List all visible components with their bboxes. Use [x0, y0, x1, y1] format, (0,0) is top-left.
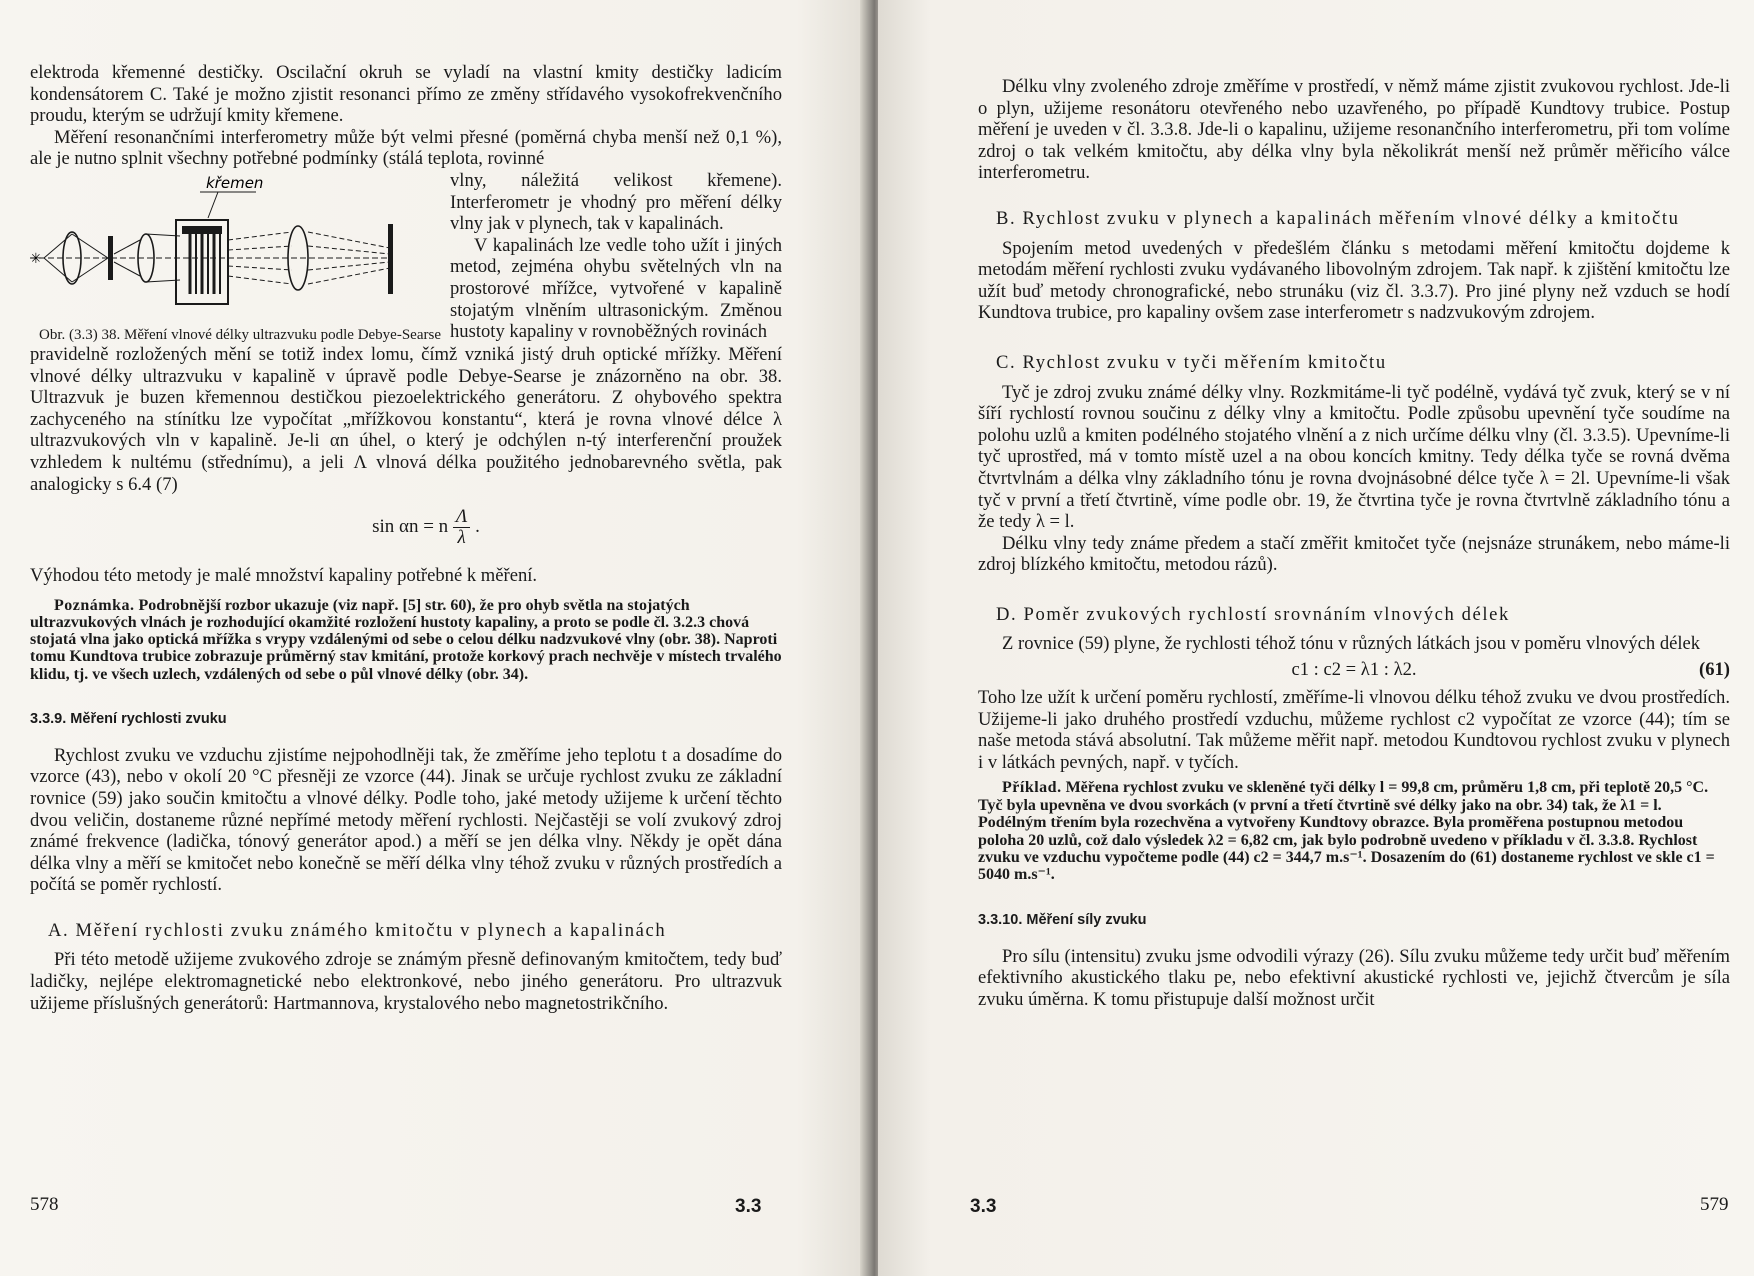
note-label: Poznámka.: [54, 596, 135, 614]
subsection-heading: B. Rychlost zvuku v plynech a kapalinách měřením vlnové délky a kmitočtu: [996, 207, 1680, 229]
right-column: [978, 76, 1730, 1011]
page-number: 578: [30, 1194, 59, 1215]
paragraph: Z rovnice (59) plyne, že rychlosti téhož tónu v různých látkách jsou v poměru vlnových délek: [1002, 633, 1701, 655]
figure-38: [30, 170, 450, 344]
formula-end: .: [475, 515, 480, 537]
note: [30, 597, 782, 683]
page-number: 579: [1700, 1194, 1729, 1215]
formula-numerator: Λ: [453, 507, 470, 528]
debye-sears-diagram: [30, 170, 450, 320]
section-marker: 3.3: [970, 1196, 997, 1217]
paragraph: Při této metodě užijeme zvukového zdroje se známým přesně definovaným kmitočtem, tedy buď ladičky, nejlépe elektromagnetické nebo elektronkové, nebo jiného generátoru. Pro ultrazvuk užijeme příslušných generátorů: Hartmannova, krystalového nebo magnetostrikčního.: [30, 949, 782, 1014]
figure-block: [30, 170, 782, 344]
subsection-heading: D. Poměr zvukových rychlostí srovnáním vlnových délek: [996, 603, 1510, 625]
svg-text:✳: ✳: [30, 251, 42, 267]
example: [978, 779, 1730, 883]
paragraph: V kapalinách lze vedle toho užít i jiných metod, zejména ohybu světelných vln na prostorové mřížce, vytvořené v kapalině stojatým vlněním ultrasonickým. Změnou hustoty kapaliny v rovnoběžných rovinách: [450, 234, 782, 343]
formula: [70, 507, 782, 553]
paragraph: elektroda křemenné destičky. Oscilační okruh se vyladí na vlastní kmity destičky ladicím kondensátorem C. Také je možno zjistit resonanci přímo ze změny střídavého vysokofrekvenčního proudu, kterým se udržují kmity křemene.: [30, 62, 782, 127]
figure-side-text: [450, 170, 782, 344]
paragraph: vlny, náležitá velikost křemene). Interferometr je vhodný pro měření délky vlny jak v plynech, tak v kapalinách.: [450, 169, 782, 235]
right-page: [878, 0, 1754, 1276]
left-column: [30, 62, 782, 1014]
paragraph: Tyč je zdroj zvuku známé délky vlny. Rozkmitáme-li tyč podélně, vydává tyč zvuk, který se v ní šíří rychlostí rovnou součinu z délky vlny a kmitočtu. Podle způsobu upevnění tyče soudíme na polohu uzlů a kmiten podélného stojatého vlnění a z nich určíme délku vlny (čl. 3.3.5). Upevníme-li tyč uprostřed, má v tomto místě uzel a na obou koncích kmitny. Tedy délka tyče se rovná dvěma čtvrtvlnám a délka vlny základního tónu je rovna dvojnásobné délce tyče λ = 2l. Upevníme-li však tyč v první a třetí čtvrtině, víme podle obr. 19, že čtvrtina tyče je rovna čtvrtvlně základního tónu a že tedy λ = l.: [978, 381, 1730, 533]
paragraph: Délku vlny tedy známe předem a stačí změřit kmitočet tyče (nejsnáze strunákem, nebo máme-li zdroj blízkého kmitočtu, metodou rázů).: [978, 532, 1730, 576]
formula-lhs: sin αn = n: [372, 515, 449, 537]
paragraph: Pro sílu (intensitu) zvuku jsme odvodili výrazy (26). Sílu zvuku můžeme tedy určit buď měřením efektivního akustického tlaku pe, nebo efektivní akustické rychlosti ve, jejichž čtvercům je síla zvuku úměrna. K tomu přistupuje další možnost určit: [978, 945, 1730, 1011]
note-text: Podrobnější rozbor ukazuje (viz např. [5] str. 60), že pro ohyb světla na stojatých ultrazvukových vlnách je rozhodující okamžité rozložení hustoty kapaliny, a proto se podle čl. 3.2.3 chová stojatá vlna jako optická mřížka s vrypy vzdálenými od sebe o celou délku nadzvukové vlny (obr. 38). Naproti tomu Kundtova trubice zobrazuje průměrný stav kmitání, protože korkový prach nechvěje v místech trvalého klidu, tj. ve všech uzlech, vzdálených od sebe o půl vlnové délky (obr. 34).: [30, 596, 782, 683]
example-label: Příklad.: [1002, 779, 1062, 797]
formula-number: (61): [1699, 659, 1730, 681]
subsection-heading: C. Rychlost zvuku v tyči měřením kmitočtu: [996, 351, 1387, 373]
formula-fraction: [453, 507, 470, 548]
paragraph: Měření resonančními interferometry může být velmi přesné (poměrná chyba menší než 0,1 %), ale je nutno splnit všechny potřebné podmínky (stálá teplota, rovinné: [30, 126, 782, 170]
section-marker: 3.3: [735, 1196, 762, 1217]
figure-caption: Obr. (3.3) 38. Měření vlnové délky ultrazvuku podle Debye-Searse: [39, 326, 441, 343]
left-page: [0, 0, 866, 1276]
paragraph: Toho lze užít k určení poměru rychlostí, změříme-li vlnovou délku téhož zvuku ve dvou prostředích. Užijeme-li jako druhého prostředí vzduchu, můžeme rychlost c2 vypočítat ze vzorce (44); tím se naše metoda stává absolutní. Tak můžeme měřit např. metodou Kundtovou rychlost zvuku v plynech i v látkách pevných, např. v tyčích.: [978, 687, 1730, 773]
subsection-heading: A. Měření rychlosti zvuku známého kmitočtu v plynech a kapalinách: [48, 919, 667, 941]
figure-label: křemen: [206, 173, 264, 192]
formula-text: c1 : c2 = λ1 : λ2.: [1291, 659, 1417, 681]
formula-denominator: λ: [457, 527, 466, 549]
paragraph: Rychlost zvuku ve vzduchu zjistíme nejpohodlněji tak, že změříme jeho teplotu t a dosadíme do vzorce (43), nebo v okolí 20 °C přesněji ze vzorce (44). Jinak se určuje rychlost zvuku ze základní rovnice (59) jako součin kmitočtu a vlnové délky. Podle toho, jaké metody užijeme k určení těchto dvou veličin, dostaneme různé nepřímé metody měření rychlosti. Nejčastěji se volí zvukový zdroj známé frekvence (ladička, tónový generátor apod.) a měří se jen délka vlny. Někdy je opět dána délka vlny a měří se kmitočet nebo konečně se měří délka vlny téhož zvuku v různých prostředích a počítá se poměr rychlostí.: [30, 744, 782, 896]
formula-61: [978, 659, 1730, 683]
paragraph: Spojením metod uvedených v předešlém článku s metodami měření kmitočtu dojdeme k metodám měření rychlosti zvuku vydávaného libovolným zdrojem. Tak např. k zjištění kmitočtu lze užít buď metody chronografické, nebo strunáku (viz čl. 3.3.7). Pro jiné plyny než vzduch se hodí Kundtova trubice, pro kapaliny ovšem zase interferometr s nadzvukovým zdrojem.: [978, 237, 1730, 324]
paragraph: pravidelně rozložených mění se totiž index lomu, čímž vzniká jistý druh optické mřížky. Měření vlnové délky ultrazvuku v kapalině v úpravě podle Debye-Searse je znázorněno na obr. 38. Ultrazvuk je buzen křemennou destičkou piezoelektrického generátoru. Z ohybového spektra zachyceného na stínítku lze vypočítat „mřížkovou konstantu“, která je rovna vlnové délce λ ultrazvukových vln v kapalině. Je-li αn úhel, o který je odchýlen n-tý interferenční proužek vzhledem k nultému (střednímu), a jeli Λ vlnová délka použitého jednobarevného světla, pak analogicky s 6.4 (7): [30, 343, 782, 495]
example-text: Měřena rychlost zvuku ve skleněné tyči délky l = 99,8 cm, průměru 1,8 cm, při teplotě 20,5 °C. Tyč byla upevněna ve dvou svorkách (v první a třetí čtvrtině své délky jako na obr. 34) tak, že λ1 = l. Podélným třením byla rozechvěna a vytvořeny Kundtovy obrazce. Byla proměřena postupnou metodou poloha 20 uzlů, což dalo výsledek λ2 = 6,82 cm, jak bylo podrobně uvedeno v příkladu v čl. 3.3.8. Rychlost zvuku ve vzduchu vypočteme podle (44) c2 = 344,7 m.s⁻¹. Dosazením do (61) dostaneme rychlost ve skle c1 = 5040 m.s⁻¹.: [978, 779, 1715, 884]
section-heading: 3.3.10. Měření síly zvuku: [978, 911, 1147, 928]
paragraph: Délku vlny zvoleného zdroje změříme v prostředí, v němž máme zjistit zvukovou rychlost. Jde-li o plyn, užijeme resonátoru otevřeného nebo uzavřeného, po případě Kundtovy trubice. Postup měření je uveden v čl. 3.3.8. Jde-li o kapalinu, užijeme resonančního interferometru, při tom volíme zdroj o tak velkém kmitočtu, aby délka vlny byla několikrát menší než průměr měřicího válce interferometru.: [978, 76, 1730, 184]
section-heading: 3.3.9. Měření rychlosti zvuku: [30, 710, 227, 727]
paragraph: Výhodou této metody je malé množství kapaliny potřebné k měření.: [30, 565, 538, 587]
